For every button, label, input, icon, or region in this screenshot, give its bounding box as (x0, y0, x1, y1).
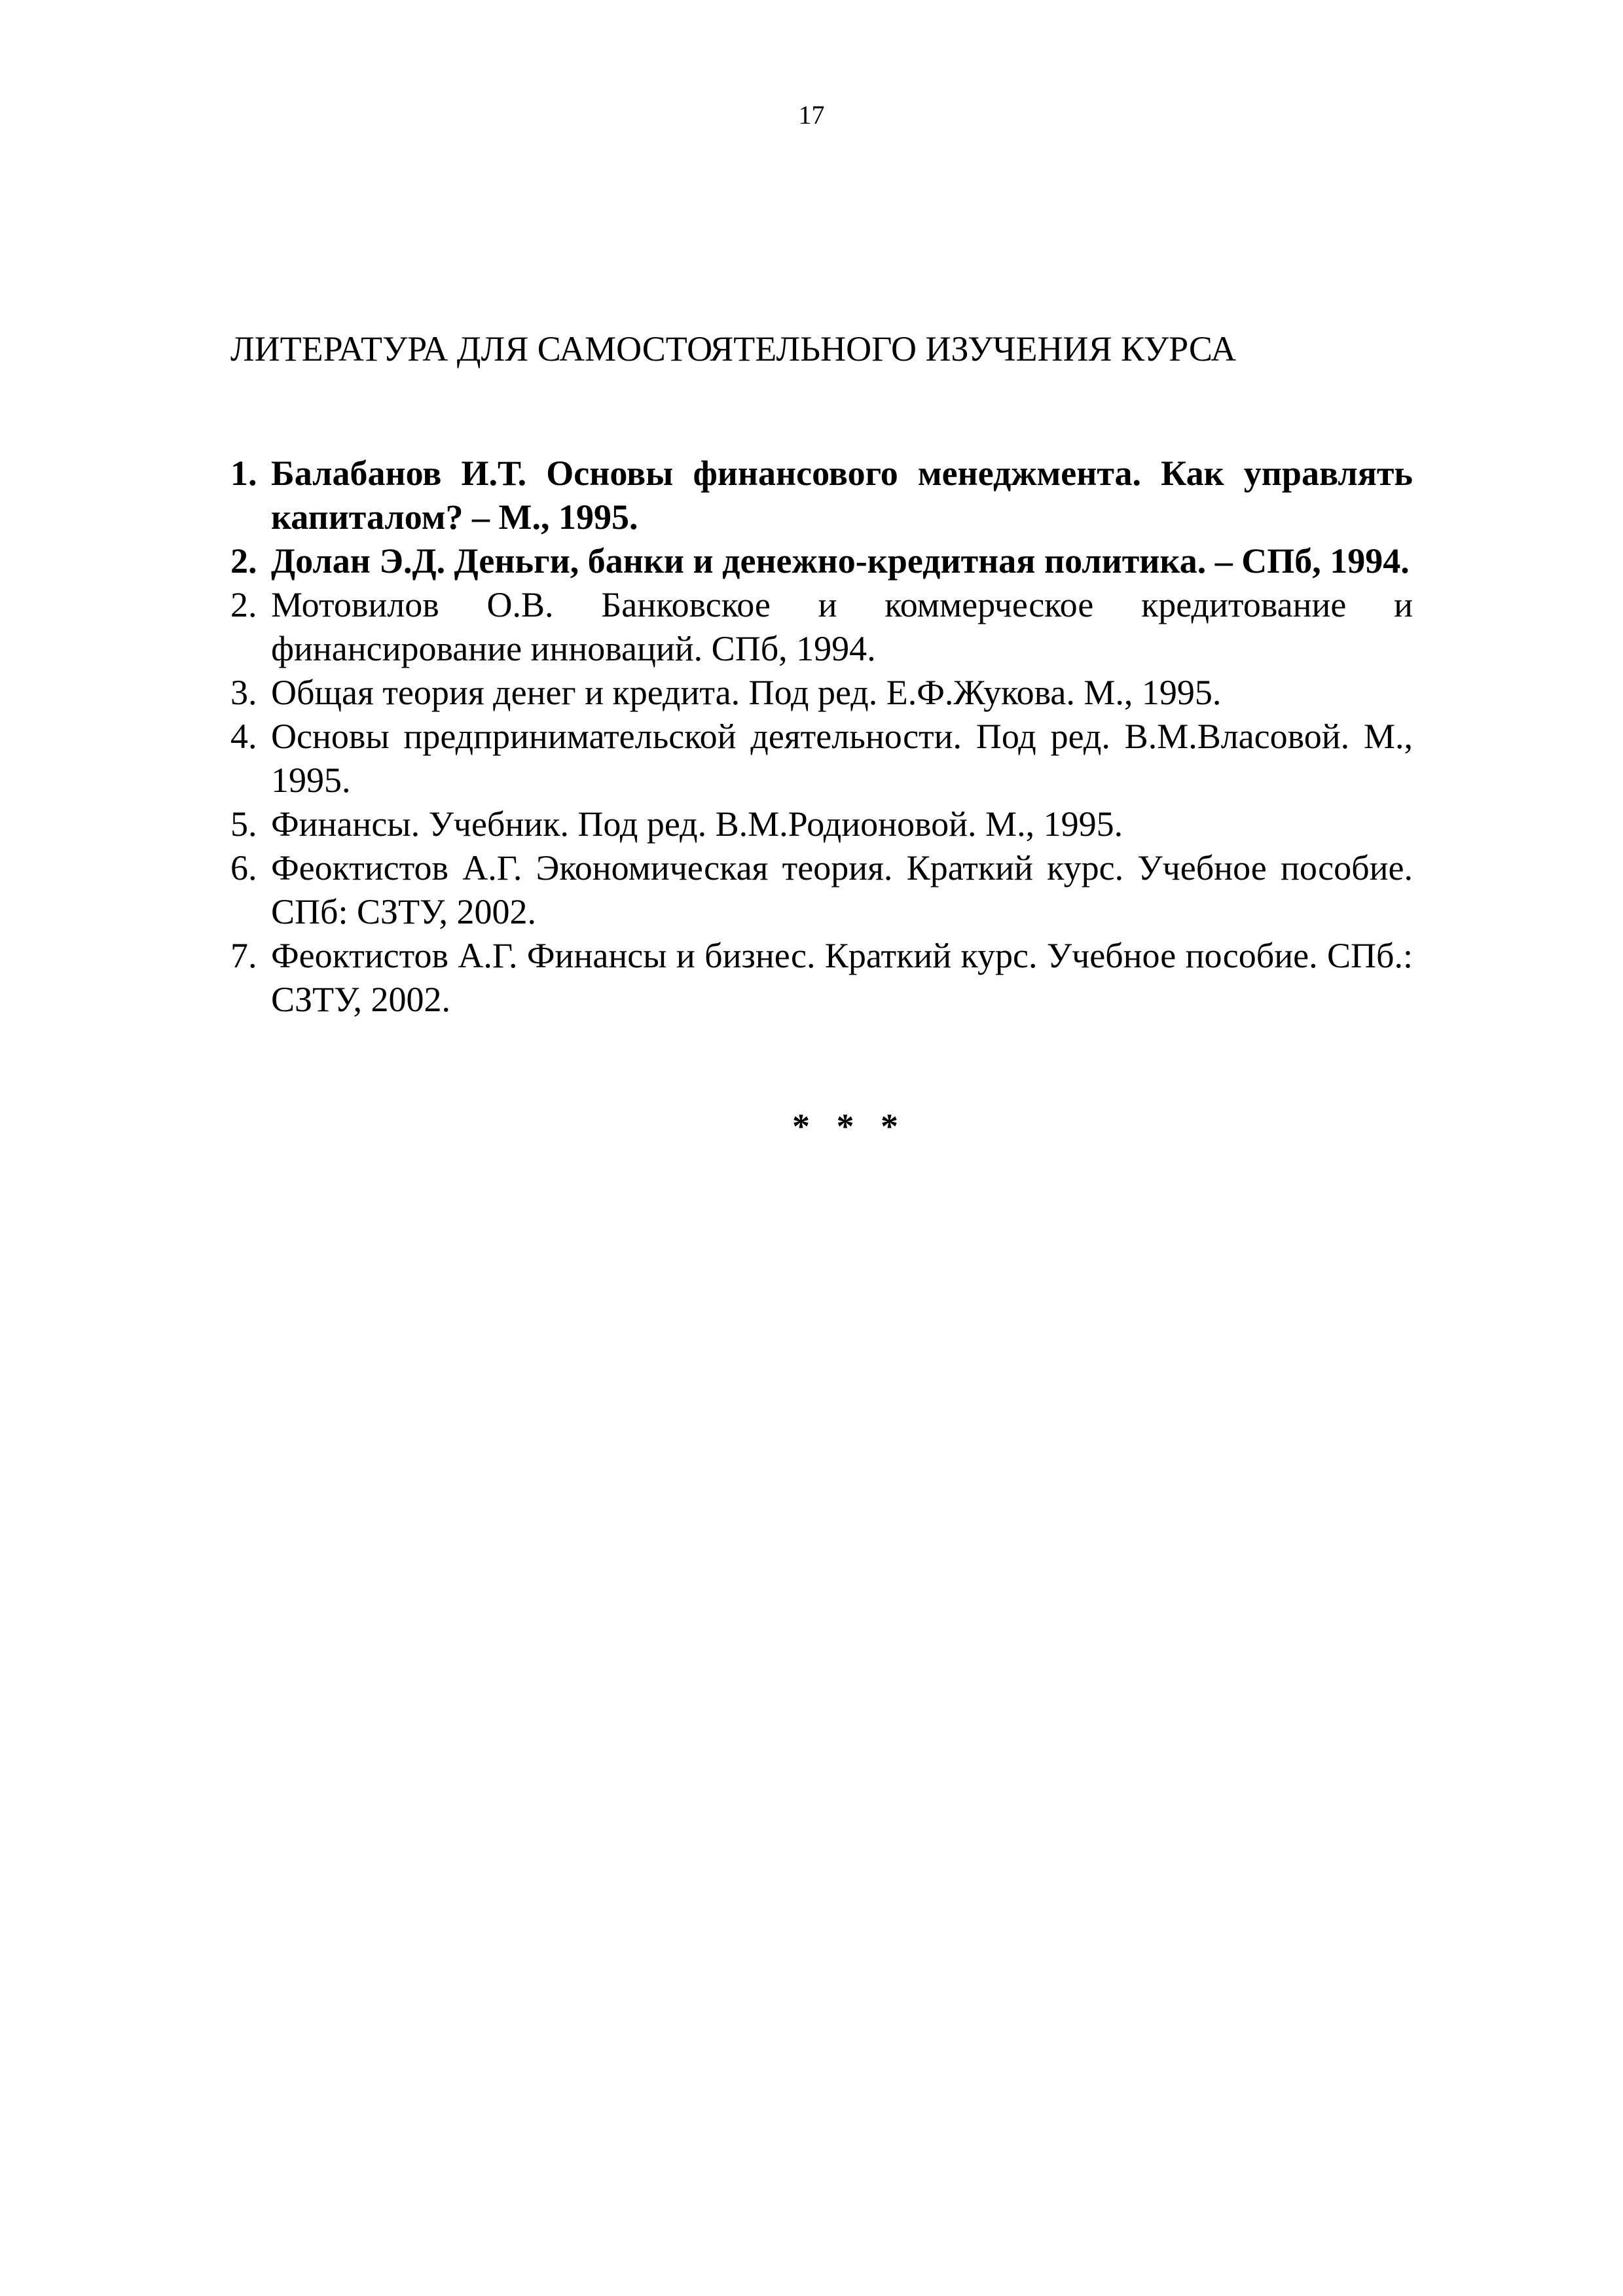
reference-list (230, 452, 1413, 1022)
reference-item (230, 934, 1413, 1022)
reference-item (230, 539, 1413, 583)
section-title: ЛИТЕРАТУРА ДЛЯ САМОСТОЯТЕЛЬНОГО ИЗУЧЕНИЯ КУРСА (230, 329, 1237, 368)
reference-number: 5. (230, 804, 257, 844)
reference-text: Долан Э.Д. Деньги, банки и денежно-кредитная политика. – СПб, 1994. (271, 541, 1410, 581)
reference-number: 2. (230, 585, 257, 624)
reference-text: Финансы. Учебник. Под ред. В.М.Родионовой. М., 1995. (271, 804, 1123, 844)
reference-text: Мотовилов О.В. Банковское и коммерческое кредитование и финансирование инноваций. СПб, 1994. (271, 585, 1413, 668)
reference-item (230, 671, 1413, 715)
section-separator: * * * (792, 1107, 898, 1146)
reference-number: 3. (230, 673, 257, 712)
reference-text: Феоктистов А.Г. Экономическая теория. Краткий курс. Учебное пособие. СПб: СЗТУ, 2002. (271, 848, 1413, 931)
reference-text: Балабанов И.Т. Основы финансового менеджмента. Как управлять капиталом? – М., 1995. (271, 454, 1413, 537)
reference-number: 4. (230, 717, 257, 756)
reference-text: Общая теория денег и кредита. Под ред. Е.Ф.Жукова. М., 1995. (271, 673, 1222, 712)
reference-number: 2. (230, 541, 257, 581)
reference-text: Феоктистов А.Г. Финансы и бизнес. Краткий курс. Учебное пособие. СПб.: СЗТУ, 2002. (271, 936, 1413, 1019)
reference-item (230, 802, 1413, 846)
reference-item (230, 452, 1413, 539)
reference-number: 7. (230, 936, 257, 975)
reference-number: 6. (230, 848, 257, 888)
reference-item (230, 583, 1413, 671)
page-number: 17 (798, 100, 825, 130)
reference-text: Основы предпринимательской деятельности. Под ред. В.М.Власовой. М., 1995. (271, 717, 1413, 800)
reference-item (230, 715, 1413, 802)
reference-item (230, 846, 1413, 934)
reference-number: 1. (230, 454, 257, 493)
